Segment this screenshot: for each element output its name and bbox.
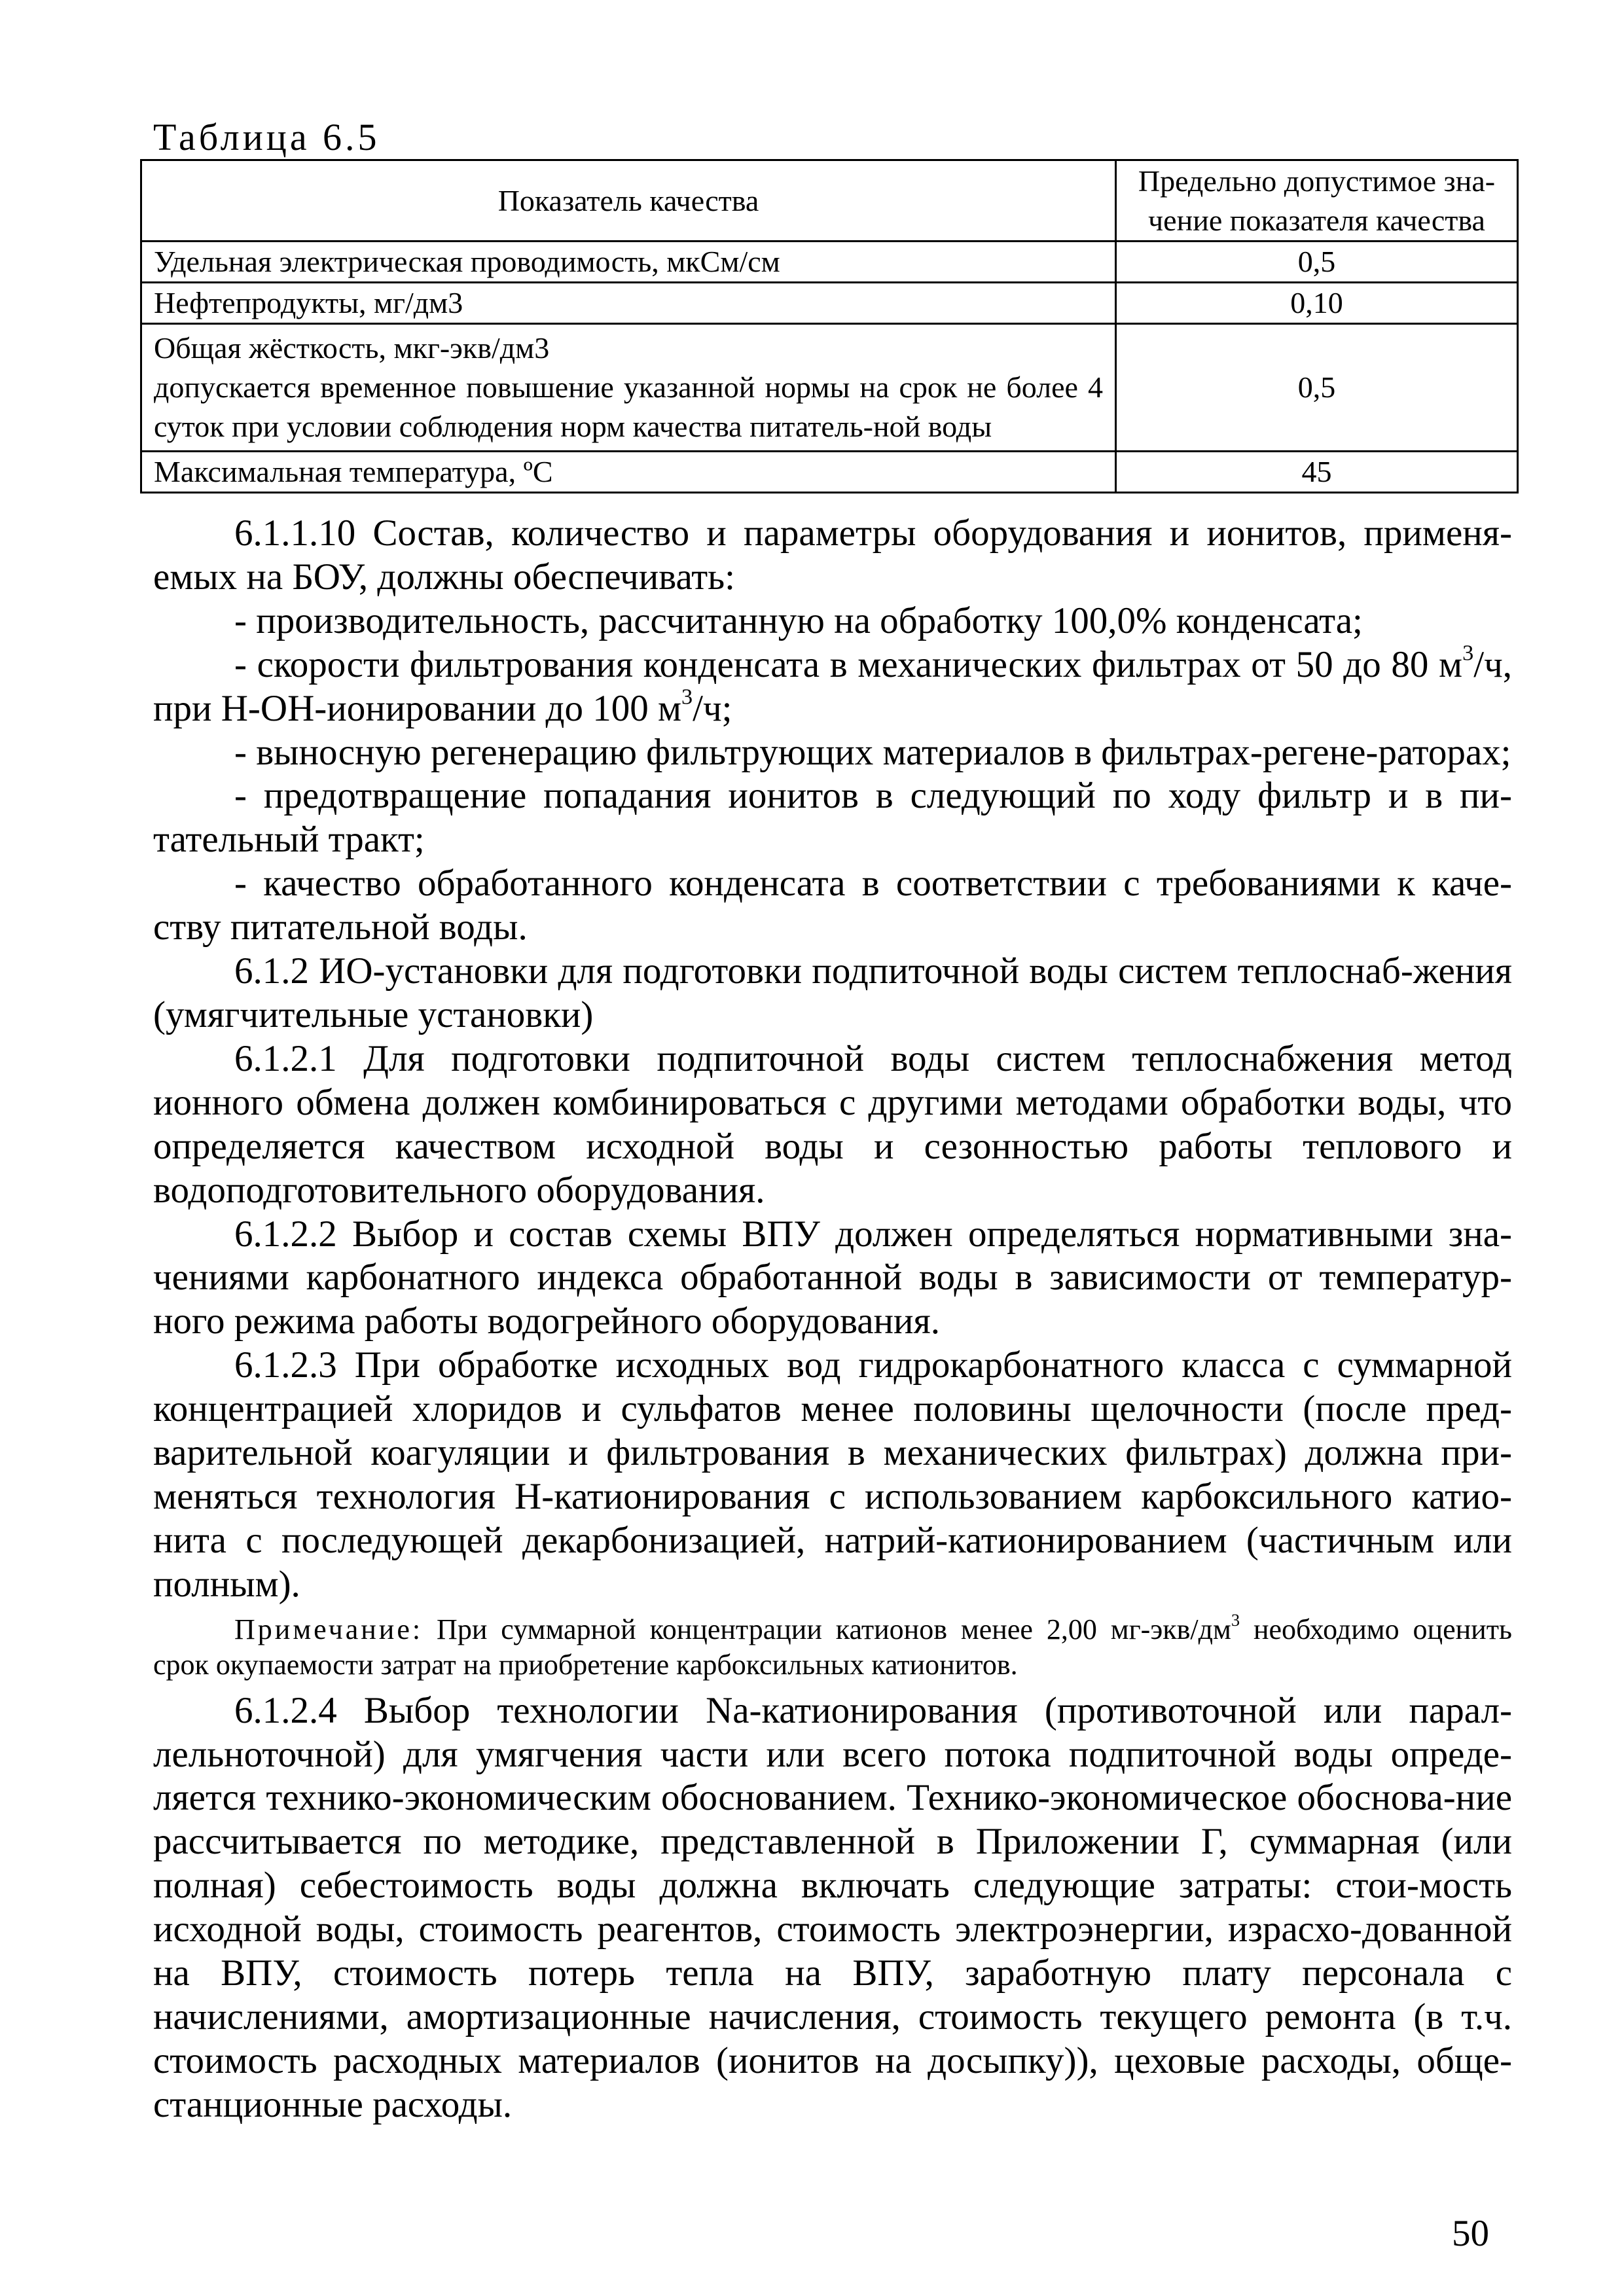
row-indicator: Нефтепродукты, мг/дм3 bbox=[141, 283, 1116, 324]
list-item: - предотвращение попадания ионитов в следующий по ходу фильтр и в пи-тательный тракт; bbox=[153, 775, 1512, 861]
row-value: 0,5 bbox=[1116, 324, 1518, 452]
row-value: 45 bbox=[1116, 452, 1518, 493]
note-text: При суммарной концентрации катионов менее 2,00 мг-экв/дм bbox=[423, 1613, 1231, 1645]
note-text: необходимо оценить срок окупаемости затрат на приобретение карбоксильных катионитов. bbox=[153, 1613, 1512, 1681]
row-value: 0,5 bbox=[1116, 242, 1518, 283]
row-indicator-cell bbox=[141, 324, 1116, 452]
row-indicator: Максимальная температура, ºС bbox=[141, 452, 1116, 493]
list-item bbox=[153, 643, 1512, 731]
list-item-text: - скорости фильтрования конденсата в механических фильтрах от 50 до 80 м bbox=[234, 643, 1463, 685]
body-text bbox=[153, 512, 1512, 2127]
table-header-row bbox=[141, 160, 1518, 242]
quality-table bbox=[140, 159, 1519, 493]
table-row bbox=[141, 324, 1518, 452]
row-indicator: Общая жёсткость, мкг-экв/дм3 bbox=[154, 331, 550, 365]
row-indicator-note: допускается временное повышение указанной нормы на срок не более 4 суток при условии соблюдения норм качества питатель-ной воды bbox=[154, 370, 1103, 443]
table-row bbox=[141, 283, 1518, 324]
superscript: 3 bbox=[1231, 1609, 1240, 1630]
list-item-text: /ч, при Н-ОН-ионировании до 100 м bbox=[153, 643, 1512, 729]
note-label: Примечание: bbox=[234, 1613, 424, 1645]
page-number: 50 bbox=[1452, 2213, 1489, 2254]
header-limit-line2: чение показателя качества bbox=[1148, 203, 1485, 237]
table-caption: Таблица 6.5 bbox=[153, 116, 380, 158]
paragraph-6-1-1-10: 6.1.1.10 Состав, количество и параметры оборудования и ионитов, применя-емых на БОУ, должны обеспечивать: bbox=[153, 512, 1512, 598]
paragraph-6-1-2-4: 6.1.2.4 Выбор технологии Na-катионирования (противоточной или парал-лельноточной) для умягчения части или всего потока подпиточной воды опреде-ляется технико-экономическим обоснованием. Технико-экономическое обоснова-ние рассчитывается по методике, представленной в Приложении Г, суммарная (или полная) себестоимость воды должна включать следующие затраты: стои-мость исходной воды, стоимость реагентов, стоимость электроэнергии, израсхо-дованной на ВПУ, стоимость потерь тепла на ВПУ, заработную плату персонала с начислениями, амортизационные начисления, стоимость текущего ремонта (в т.ч. стоимость расходных материалов (ионитов на досыпку)), цеховые расходы, обще-станционные расходы. bbox=[153, 1689, 1512, 2125]
list-item-text: /ч; bbox=[693, 687, 732, 729]
paragraph-6-1-2-2: 6.1.2.2 Выбор и состав схемы ВПУ должен определяться нормативными зна-чениями карбонатного индекса обработанной воды в зависимости от температур-ного режима работы водогрейного оборудования. bbox=[153, 1213, 1512, 1342]
list-item: - качество обработанного конденсата в соответствии с требованиями к каче-ству питательной воды. bbox=[153, 863, 1512, 948]
header-limit bbox=[1116, 160, 1518, 242]
paragraph-6-1-2-1: 6.1.2.1 Для подготовки подпиточной воды систем теплоснабжения метод ионного обмена должен комбинироваться с другими методами обработки воды, что определяется качеством исходной воды и сезонностью работы теплового и водоподготовительного оборудования. bbox=[153, 1037, 1512, 1211]
superscript: 3 bbox=[1462, 641, 1474, 666]
row-value: 0,10 bbox=[1116, 283, 1518, 324]
superscript: 3 bbox=[681, 684, 693, 709]
list-item: - выносную регенерацию фильтрующих материалов в фильтрах-регене-раторах; bbox=[234, 731, 1511, 773]
note bbox=[153, 1609, 1512, 1683]
header-indicator: Показатель качества bbox=[141, 160, 1116, 242]
table-row bbox=[141, 452, 1518, 493]
table-row bbox=[141, 242, 1518, 283]
list-item: - производительность, рассчитанную на обработку 100,0% конденсата; bbox=[234, 600, 1363, 641]
paragraph-6-1-2-3: 6.1.2.3 При обработке исходных вод гидрокарбонатного класса с суммарной концентрацией хлоридов и сульфатов менее половины щелочности (после пред-варительной коагуляции и фильтрования в механических фильтрах) должна при-меняться технология Н-катионирования с использованием карбоксильного катио-нита с последующей декарбонизацией, натрий-катионированием (частичным или полным). bbox=[153, 1344, 1512, 1605]
row-indicator: Удельная электрическая проводимость, мкСм/см bbox=[141, 242, 1116, 283]
paragraph-6-1-2: 6.1.2 ИО-установки для подготовки подпиточной воды систем теплоснаб-жения (умягчительные установки) bbox=[153, 950, 1512, 1035]
header-limit-line1: Предельно допустимое зна- bbox=[1138, 164, 1496, 198]
